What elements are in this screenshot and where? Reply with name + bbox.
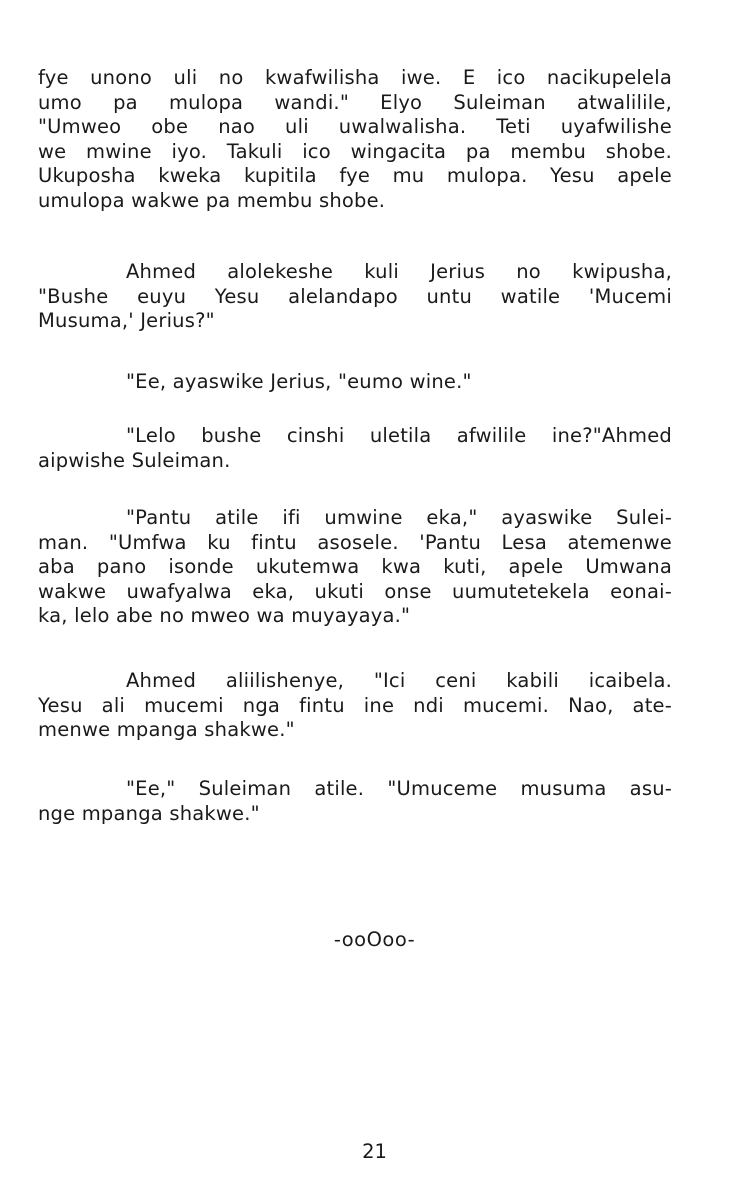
text-line: wakwe uwafyalwa eka, ukuti onse uumutetekela eonai- xyxy=(38,579,672,603)
text-line: "Lelo bushe cinshi uletila afwilile ine?"Ahmed xyxy=(126,424,672,447)
text-line: Yesu ali mucemi nga fintu ine ndi mucemi. Nao, ate- xyxy=(38,693,672,717)
text-line: "Ee, ayaswike Jerius, "eumo wine." xyxy=(126,370,472,393)
text-line: "Bushe euyu Yesu alelandapo untu watile 'Mucemi xyxy=(38,284,672,308)
text-line: ka, lelo abe no mweo wa muyayaya." xyxy=(38,604,411,627)
text-line: we mwine iyo. Takuli ico wingacita pa membu shobe. xyxy=(38,139,672,163)
paragraph-7 xyxy=(38,777,672,826)
paragraph-3 xyxy=(38,370,672,395)
text-line: menwe mpanga shakwe." xyxy=(38,718,295,741)
text-line: Ahmed aliilishenye, "Ici ceni kabili icaibela. xyxy=(126,669,672,692)
text-line: nge mpanga shakwe." xyxy=(38,801,260,825)
section-divider: -ooOoo- xyxy=(333,928,416,951)
paragraph-5 xyxy=(38,506,672,629)
page-number: 21 xyxy=(362,1140,387,1163)
text-line: "Ee," Suleiman atile. "Umuceme musuma asu- xyxy=(126,777,672,800)
text-line: Ukuposha kweka kupitila fye mu mulopa. Yesu apele xyxy=(38,164,672,187)
text-line: "Pantu atile ifi umwine eka," ayaswike Sulei- xyxy=(126,506,672,529)
text-line: umo pa mulopa wandi." Elyo Suleiman atwalilile, xyxy=(38,90,672,114)
paragraph-1 xyxy=(38,66,672,213)
text-line: aipwishe Suleiman. xyxy=(38,448,231,472)
text-line: man. "Umfwa ku fintu asosele. 'Pantu Lesa atemenwe xyxy=(38,530,672,554)
paragraph-6 xyxy=(38,669,672,743)
text-line: fye unono uli no kwafwilisha iwe. E ico nacikupelela xyxy=(38,66,672,89)
text-line: Ahmed alolekeshe kuli Jerius no kwipusha, xyxy=(126,260,672,283)
paragraph-4 xyxy=(38,424,672,473)
text-line: umulopa wakwe pa membu shobe. xyxy=(38,188,386,212)
text-line: aba pano isonde ukutemwa kwa kuti, apele Umwana xyxy=(38,555,672,578)
text-line: "Umweo obe nao uli uwalwalisha. Teti uyafwilishe xyxy=(38,115,672,138)
paragraph-2 xyxy=(38,260,672,334)
text-line: Musuma,' Jerius?" xyxy=(38,309,215,332)
